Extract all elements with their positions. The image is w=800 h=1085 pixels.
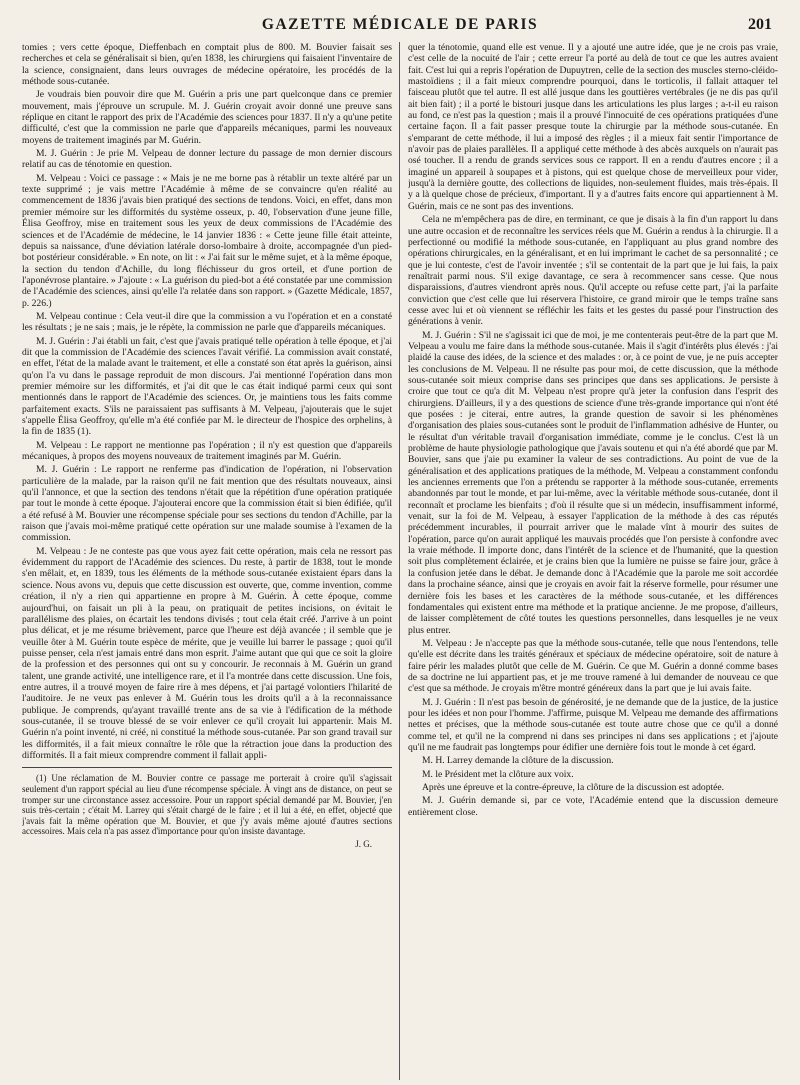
paragraph: M. J. Guérin : S'il ne s'agissait ici que de moi, je me contenterais peut-être de la part que M. Velpeau a voulu me faire dans la méthode sous-cutanée. Mais il s'agit d'intérêts plus élevés : j'ai plaidé la cause des idées, de la science et des malades : or, à ce point de vue, je ne puis accepter les conclusions de M. Velpeau. Il ne résulte pas pour moi, de cette discussion, que la méthode sous-cutanée soit mieux comprise dans ses principes que dans ses applications. Je persiste à croire que tout ce qu'a dit M. Velpeau n'est propre qu'à jeter la confusion dans l'esprit des chirurgiens. D'ailleurs, il y a des questions de science d'une très-grande importance qui n'ont été que posées : je citerai, entre autres, la grande question de savoir si les phénomènes d'organisation des plaies sous-cutanées sont le produit de l'inflammation adhésive de Hunter, ou le résultat d'un véritable travail d'organisation immédiate, comme je le conclus. C'est là un problème de haute physiologie pathologique que j'avais soutenu et qui n'a été abordé que par M. Bouvier, sans que j'aie pu examiner la valeur de ses contradictions. Au point de vue de la généralisation et des applications pratiques de la méthode, M. Velpeau a constamment confondu les anciennes errements que l'on a prétendu se rapporter à la méthode sous-cutanée, errements abandonnés par tout le monde, et par lui-même, avec la véritable méthode sous-cutanée, dont il reconnaît et proclame les bienfaits ; d'où il résulte que si un médecin, insuffisamment informé, venait, sur la foi de M. Velpeau, à essayer l'application de la méthode à des cas réputés précédemment incurables, il pourrait arriver que le malade vînt à mourir des suites de l'opération, parce qu'on aurait appliqué les mauvais procédés que l'on persiste à confondre avec la vraie méthode. Il importe donc, dans l'intérêt de la science et de l'humanité, que la question soit plus complètement éclairée, et je crains bien que la lumière ne puisse se faire jour, grâce à la confusion jetée dans le débat. Je demande donc à l'Académie que la parole me soit accordée dans la prochaine séance, ainsi que je croyais en avoir fait la réserve formelle, pour résumer une dernière fois les bases et les caractères de la méthode sous-cutanée, et les différences fondamentales qui existent entre ma méthode et la pratique ancienne. Je me propose, d'ailleurs, de laisser complètement de côté toutes les questions personnelles, dans lesquelles je ne veux plus entrer.	[408, 329, 778, 636]
paragraph: M. Velpeau : Le rapport ne mentionne pas l'opération ; il n'y est question que d'appareils mécaniques, à propos des moyens nouveaux de traitement imaginés par M. Guérin.	[22, 439, 392, 463]
paragraph: Après une épreuve et la contre-épreuve, la clôture de la discussion est adoptée.	[422, 782, 725, 793]
right-column	[408, 42, 778, 1080]
journal-title: GAZETTE MÉDICALE DE PARIS	[261, 16, 539, 33]
paragraph: M. J. Guérin : Le rapport ne renferme pas d'indication de l'opération, ni l'observation particulière de la malade, par la raison qu'il ne fait mention que des résultats nouveaux, ainsi qu'il l'annonce, et que la section des tendons n'était que la répétition d'une opération pratiquée par tout le monde à cette époque. J'ajouterai encore que la commission était si bien édifiée, qu'il a été refusé à M. Bouvier une récompense spéciale pour ses sections du tendon d'Achille, par la raison que j'avais moi-même pratiqué cette opération sur une malade soumise à l'examen de la commission.	[22, 464, 392, 544]
paragraph: M. Velpeau : Je ne conteste pas que vous ayez fait cette opération, mais cela ne ressort pas évidemment du rapport de l'Académie des sciences. Du reste, à partir de 1838, tout le monde s'en mêlait, et, en 1839, tous les éléments de la méthode sous-cutanée existaient épars dans la science. Nous avons vu, depuis que cette discussion est ouverte, que, comme invention, comme création, il n'y a rien qui appartienne en propre à M. Guérin. À cette époque, comme aujourd'hui, on faisait un pli à la peau, on pratiquait de petites incisions, on évitait le parallélisme des plaies, on écartait les tendons divisés ; tout cela était créé. J'arrive à un point plus délicat, et je me résume brièvement, parce que l'heure est déjà avancée ; il semble que je veuille ôter à M. Guérin toute espèce de mérite, que je veuille lui barrer le passage ; quoi qu'il puisse penser, cela n'est jamais entré dans mon esprit. J'aime autant que qui que ce soit la gloire de la profession et des personnes qui ont su y concourir. Je reconnais à M. Guérin un grand talent, une grande activité, une intelligence rare, et il l'a montrée dans cette discussion. Une fois, entre autres, il a trouvé moyen de faire rire à mes dépens, et j'ai partagé volontiers l'hilarité de l'auditoire. Je ne veux pas enlever à M. Guérin tous les droits qu'il a à la reconnaissance publique. Je comprends, qu'ayant travaillé trente ans de sa vie à l'édification de la méthode sous-cutanée, il se trouve blessé de se voir enlever ce qu'il croyait lui appartenir. Mais M. Guérin n'a point inventé, ni créé, ni constitué la méthode sous-cutanée. Par son grand travail sur les difformités, il a fait mieux connaître le rôle que la rétraction joue dans la production des difformités. Il a fait mieux comprendre comment il fallait appli-	[22, 545, 392, 761]
paragraph: M. J. Guérin demande si, par ce vote, l'Académie entend que la discussion demeure entièrement close.	[408, 795, 778, 818]
footnote: (1) Une réclamation de M. Bouvier contre ce passage me porterait à croire qu'il s'agissait seulement d'un rapport spécial au lieu d'une récompense spéciale. À vingt ans de distance, on peut se tromper sur une circonstance assez accessoire. Pour un rapport spécial demandé par M. Bouvier, j'en suis très-certain ; c'était M. Larrey qui s'était chargé de le faire ; et il lui a été, en effet, objecté que j'avais fait la même opération que M. Bouvier, et que j'y avais même ajouté d'autres sections accessoires. Mais cela n'a pas assez d'importance pour qu'on insiste davantage.	[22, 773, 392, 837]
text-columns	[22, 42, 778, 1080]
paragraph: tomies ; vers cette époque, Dieffenbach en comptait plus de 800. M. Bouvier faisait ses recherches et cela se généralisait si bien, qu'en 1838, les chirurgiens qui faisaient l'inventaire de la science, consignaient, dans leurs ouvrages de médecine opératoire, les procédés de la méthode sous-cutanée.	[22, 42, 392, 88]
paragraph: Cela ne m'empêchera pas de dire, en terminant, ce que je disais à la fin d'un rapport lu dans une autre occasion et de reconnaître les services réels que M. Guérin a rendus à la chirurgie. Il a perfectionné ou modifié la méthode sous-cutanée, en l'appliquant au plus grand nombre des opérations chirurgicales, en la généralisant, et en lui imprimant le cachet de sa personnalité ; ce que je lui conteste, c'est de l'avoir inventée ; s'il se contentait de la part que je lui fais, la paix renaîtrait parmi nous. S'il exige davantage, ce sera à recommencer sans cesse. Que nous disparaissions, d'autres viendront après nous. Qu'il accepte ou refuse cette part, j'ai la parfaite conviction que c'est celle que lui réservera l'histoire, ce grand miroir que le temps traîne sans cesse avec lui et où viennent se réfléchir les faits et les gestes du passé pour l'instruction des générations à venir.	[408, 214, 778, 328]
paragraph: M. le Président met la clôture aux voix.	[422, 768, 574, 780]
footnote-signature: J. G.	[355, 838, 372, 849]
paragraph: M. Velpeau : Je n'accepte pas que la méthode sous-cutanée, telle que nous l'entendons, telle qu'elle est décrite dans les traités généraux et spéciaux de médecine opératoire, soit de nature à faire périr les malades plutôt que celle de M. Guérin. Ce que M. Guérin a donné comme bases de sa doctrine ne lui appartient pas, et je me trouve ramené à lui demander de nouveau ce que c'est que sa méthode. Je croyais m'être montré généreux dans la part que je lui avais faite.	[408, 637, 778, 695]
paragraph: Je voudrais bien pouvoir dire que M. Guérin a pris une part quelconque dans ce premier mouvement, mais j'éprouve un scrupule. M. J. Guérin croyait avoir donné une preuve sans réplique en citant le rapport des prix de l'Académie des sciences pour 1837. Il n'y a qu'une petite difficulté, c'est que la commission ne parle que d'appareils mécaniques, parmi les nouveaux moyens de traitement imaginés par M. Guérin.	[22, 89, 392, 146]
paragraph: M. Velpeau continue : Cela veut-il dire que la commission a vu l'opération et en a constaté les résultats ; je ne sais ; mais, je le répète, la commission ne parle que d'appareils mécaniques.	[22, 310, 392, 334]
page-number: 201	[748, 16, 772, 33]
page-header	[22, 16, 778, 38]
paragraph: M. Velpeau : Voici ce passage : « Mais je ne me borne pas à rétablir un texte altéré par un texte supprimé ; je vais mettre l'Académie à même de se convaincre qu'en réalité au commencement de 1836 j'avais bien pratiqué des sections de tendons. Voici, en effet, dans mon premier mémoire sur les difformités du système osseux, p. 40, l'observation d'une jeune fille, Élisa Geoffroy, mise en traitement sous les yeux de deux commissions de l'Académie des sciences et de l'Académie de médecine, le 14 janvier 1836 : « Cette jeune fille était atteinte, depuis sa naissance, d'une déviation latérale dorso-lombaire à droite, accompagnée d'un pied-bot postérieur considérable. » En note, on lit : « J'ai fait sur le même sujet, et à la même époque, la section du tendon d'Achille, du long fléchisseur du gros orteil, et d'une portion de l'aponévrose plantaire. » J'ajoute : « La guérison du pied-bot a été constatée par une commission de l'Académie des sciences, ainsi qu'elle l'a relatée dans son rapport. » (Gazette Médicale, 1857, p. 226.)	[22, 172, 392, 309]
paragraph: M. J. Guérin : Il n'est pas besoin de générosité, je ne demande que de la justice, de la justice pour les idées et non pour l'homme. J'affirme, puisque M. Velpeau me demande des affirmations nettes et précises, que la méthode sous-cutanée est toute autre chose que ce qu'il a donné comme tel, et qu'il ne la comprend ni dans ses principes ni dans ses applications ; et j'ajoute qu'il ne me faudrait pas longtemps pour édifier une dernière fois tout le monde à cet égard.	[408, 696, 778, 753]
footnote-divider	[22, 767, 392, 768]
paragraph: M. H. Larrey demande la clôture de la discussion.	[422, 755, 614, 767]
paragraph: M. J. Guérin : Je prie M. Velpeau de donner lecture du passage de mon dernier discours relatif au cas de ténotomie en question.	[22, 148, 392, 171]
left-column	[22, 42, 392, 1080]
paragraph: quer la ténotomie, quand elle est venue. Il y a ajouté une autre idée, que je ne crois pas vraie, c'est celle de la nocuité de l'air ; cette erreur l'a porté au delà de tout ce que les autres avaient fait. C'est lui qui a repris l'opération de Dupuytren, celle de la section des muscles sterno-cléido-mastoïdiens ; il a fait mieux comprendre pourquoi, dans le torticolis, il fallait attaquer tel faisceau plutôt que tel autre. Il est allé jusque dans les gouttières vertébrales (je ne dis pas qu'il ait bien fait) ; il a porté le bistouri jusque dans les articulations les plus larges ; a-t-il eu raison au fond, ce n'est pas la question ; mais il a prouvé l'innocuité de ces opérations pratiquées d'une certaine façon. Il a fait passer presque toute la chirurgie par la méthode sous-cutanée. En s'emparant de cette méthode, il lui a imposé des règles ; il a mieux fait sentir l'importance de n'avoir pas de plaies parallèles. Il a appliqué cette méthode à des abcès auxquels on n'aurait pas osé toucher. Il a rendu de grands services sous ce rapport. Il en a rendu d'autres encore ; il a imaginé un appareil à soupapes et à pistons, qui est quelque chose de merveilleux pour vider, jusqu'à la dernière goutte, des collections de liquides, non-seulement fluides, mais très-épais. Il y a là quelque chose de précieux, d'important. Il y a d'autres faits encore qui appartiennent à M. Guérin, mais ce ne sont pas des inventions.	[408, 42, 778, 212]
paragraph: M. J. Guérin : J'ai établi un fait, c'est que j'avais pratiqué telle opération à telle époque, et j'ai dit que la commission de l'Académie des sciences l'avait vérifié. La commission avait constaté, en effet, l'état de la malade avant le traitement, et elle a constaté son état après la guérison, ainsi qu'on l'a vu dans le passage reproduit de mon discours. J'ai mentionné l'opération dans mon premier mémoire sur les difformités, et j'ai dit que le cas était indiqué parmi ceux qui sont mentionnés dans le rapport de l'Académie des sciences. Or, je maintiens tous les faits comme parfaitement exacts. S'ils ne paraissaient pas suffisants à M. Velpeau, j'ajouterais que le sujet s'appelle Élisa Geoffroy, qu'elle m'a été confiée par M. le directeur de l'hospice des orphelins, à la fin de 1835 (1).	[22, 335, 392, 438]
